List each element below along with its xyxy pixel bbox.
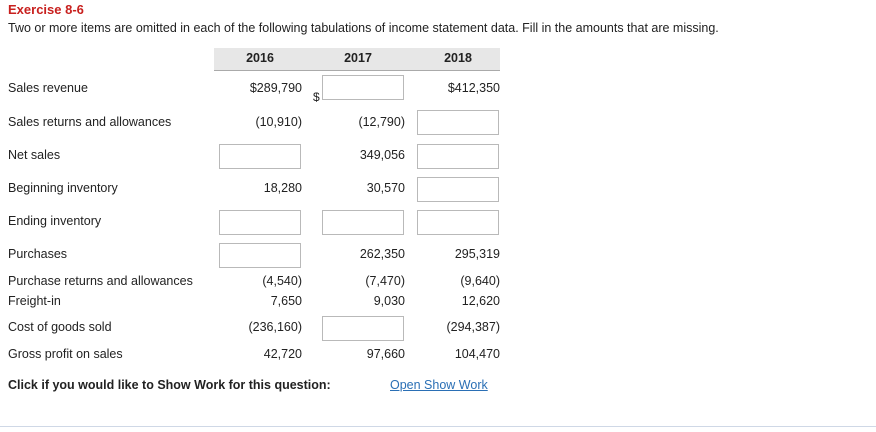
row-label-ending-inventory: Ending inventory xyxy=(8,214,102,228)
sales-returns-2018-input[interactable] xyxy=(417,110,499,135)
net-sales-2017: 349,056 xyxy=(359,148,405,162)
dollar-sign: $ xyxy=(313,90,320,104)
gross-profit-2017: 97,660 xyxy=(366,347,405,361)
freight-in-2016: 7,650 xyxy=(270,294,302,308)
net-sales-2018-input[interactable] xyxy=(417,144,499,169)
column-header-2018: 2018 xyxy=(444,51,472,65)
row-label-purchases: Purchases xyxy=(8,247,68,261)
show-work-prompt: Click if you would like to Show Work for this question: xyxy=(8,378,331,392)
beginning-inventory-2017: 30,570 xyxy=(366,181,405,195)
freight-in-2017: 9,030 xyxy=(373,294,405,308)
beginning-inventory-2018-input[interactable] xyxy=(417,177,499,202)
gross-profit-2016: 42,720 xyxy=(263,347,302,361)
sales-returns-2017: (12,790) xyxy=(358,115,405,129)
cogs-2017-input[interactable] xyxy=(322,316,404,341)
open-show-work-link[interactable]: Open Show Work xyxy=(390,378,488,392)
instructions: Two or more items are omitted in each of the following tabulations of income statement data. Fill in the amounts that are missing. xyxy=(8,21,719,35)
purchases-2017: 262,350 xyxy=(359,247,405,261)
purchase-returns-2017: (7,470) xyxy=(365,274,405,288)
sales-revenue-2017-input[interactable] xyxy=(322,75,404,100)
net-sales-2016-input[interactable] xyxy=(219,144,301,169)
header-divider xyxy=(214,70,500,71)
row-label-gross-profit: Gross profit on sales xyxy=(8,347,123,361)
column-header-2017: 2017 xyxy=(344,51,372,65)
bottom-divider xyxy=(0,426,876,427)
row-label-net-sales: Net sales xyxy=(8,148,61,162)
cogs-2016: (236,160) xyxy=(248,320,302,334)
purchases-2016-input[interactable] xyxy=(219,243,301,268)
row-label-purchase-returns: Purchase returns and allowances xyxy=(8,274,193,288)
purchases-2018: 295,319 xyxy=(454,247,500,261)
purchase-returns-2018: (9,640) xyxy=(460,274,500,288)
row-label-beginning-inventory: Beginning inventory xyxy=(8,181,118,195)
row-label-cogs: Cost of goods sold xyxy=(8,320,112,334)
row-label-freight-in: Freight-in xyxy=(8,294,61,308)
column-header-2016: 2016 xyxy=(246,51,274,65)
purchase-returns-2016: (4,540) xyxy=(262,274,302,288)
beginning-inventory-2016: 18,280 xyxy=(263,181,302,195)
row-label-sales-returns: Sales returns and allowances xyxy=(8,115,172,129)
ending-inventory-2017-input[interactable] xyxy=(322,210,404,235)
sales-returns-2016: (10,910) xyxy=(255,115,302,129)
sales-revenue-2018: $412,350 xyxy=(447,81,500,95)
freight-in-2018: 12,620 xyxy=(461,294,500,308)
exercise-title: Exercise 8-6 xyxy=(8,2,84,17)
row-label-sales-revenue: Sales revenue xyxy=(8,81,88,95)
ending-inventory-2018-input[interactable] xyxy=(417,210,499,235)
cogs-2018: (294,387) xyxy=(446,320,500,334)
sales-revenue-2016: $289,790 xyxy=(249,81,302,95)
ending-inventory-2016-input[interactable] xyxy=(219,210,301,235)
gross-profit-2018: 104,470 xyxy=(454,347,500,361)
